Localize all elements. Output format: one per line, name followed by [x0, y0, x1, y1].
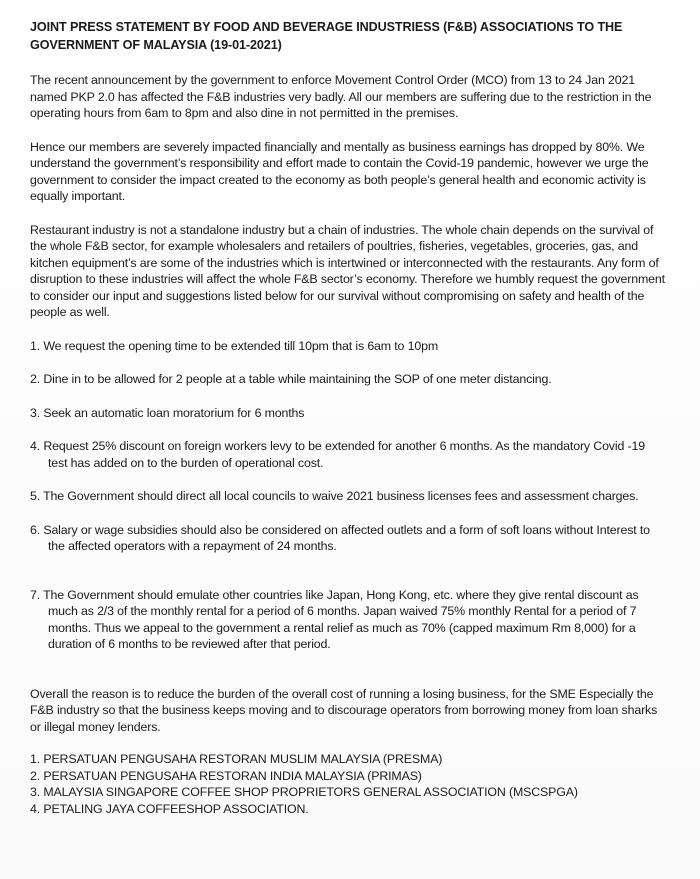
- request-item-5: 5. The Government should direct all local councils to waive 2021 business licenses fees and assessment charges.: [30, 489, 639, 503]
- association-item-2: 2. PERSATUAN PENGUSAHA RESTORAN INDIA MALAYSIA (PRIMAS): [30, 768, 422, 783]
- paragraph-financial-impact: Hence our members are severely impacted financially and mentally as business earnings has dropped by 80%. We understand the government’s responsibility and effort made to contain the Covid-19 pandemic, however we urge the government to consider the impact created to the economy as both people’s general health and economic activity is equally important.: [30, 139, 649, 203]
- request-item-7: 7. The Government should emulate other countries like Japan, Hong Kong, etc. where they give rental discount as much as 2/3 of the monthly rental for a period of 6 months. Japan waived 75% monthly Rental for a period of 7 months. Thus we appeal to the government a rental relief as much as 70% (capped maximum Rm 8,000) for a duration of 6 months to be reviewed after that period.: [30, 587, 639, 651]
- statement-title: JOINT PRESS STATEMENT BY FOOD AND BEVERAGE INDUSTRIESS (F&B) ASSOCIATIONS TO THE GOVERNMENT OF MALAYSIA (19-01-2021): [30, 20, 623, 52]
- association-item-3: 3. MALAYSIA SINGAPORE COFFEE SHOP PROPRIETORS GENERAL ASSOCIATION (MSCSPGA): [30, 785, 578, 799]
- paragraph-industry-chain: Restaurant industry is not a standalone industry but a chain of industries. The whole chain depends on the survival of the whole F&B sector, for example wholesalers and retailers of poultries, fisheries, vegetables, groceries, gas, and kitchen equipment’s are some of the industries which is intertwined or interconnected with the restaurants. Any form of disruption to these industries will affect the whole F&B sector’s economy. Therefore we humbly request the government to consider our input and suggestions listed below for our survival without compromising on safety and health of the people as well.: [30, 222, 665, 319]
- request-item-2: 2. Dine in to be allowed for 2 people at a table while maintaining the SOP of one meter distancing.: [30, 372, 552, 386]
- association-item-4: 4. PETALING JAYA COFFEESHOP ASSOCIATION.: [30, 801, 309, 816]
- association-list: [30, 751, 666, 817]
- request-item-1: 1. We request the opening time to be extended till 10pm that is 6am to 10pm: [30, 338, 438, 353]
- association-item-1: 1. PERSATUAN PENGUSAHA RESTORAN MUSLIM MALAYSIA (PRESMA): [30, 752, 443, 766]
- paragraph-closing: Overall the reason is to reduce the burden of the overall cost of running a losing business, for the SME Especially the F&B industry so that the business keeps moving and to discourage operators from borrowing money from loan sharks or illegal money lenders.: [30, 686, 658, 734]
- request-item-4: 4. Request 25% discount on foreign workers levy to be extended for another 6 months. As the mandatory Covid -19 test has added on to the burden of operational cost.: [30, 439, 645, 470]
- request-item-3: 3. Seek an automatic loan moratorium for 6 months: [30, 405, 305, 420]
- paragraph-mco-impact: The recent announcement by the government to enforce Movement Control Order (MCO) from 13 to 24 Jan 2021 named PKP 2.0 has affected the F&B industries very badly. All our members are suffering due to the restriction in the operating hours from 6am to 8pm and also dine in not permitted in the premises.: [30, 73, 652, 120]
- request-item-6: 6. Salary or wage subsidies should also be considered on affected outlets and a form of soft loans without Interest to the affected operators with a repayment of 24 months.: [30, 522, 650, 553]
